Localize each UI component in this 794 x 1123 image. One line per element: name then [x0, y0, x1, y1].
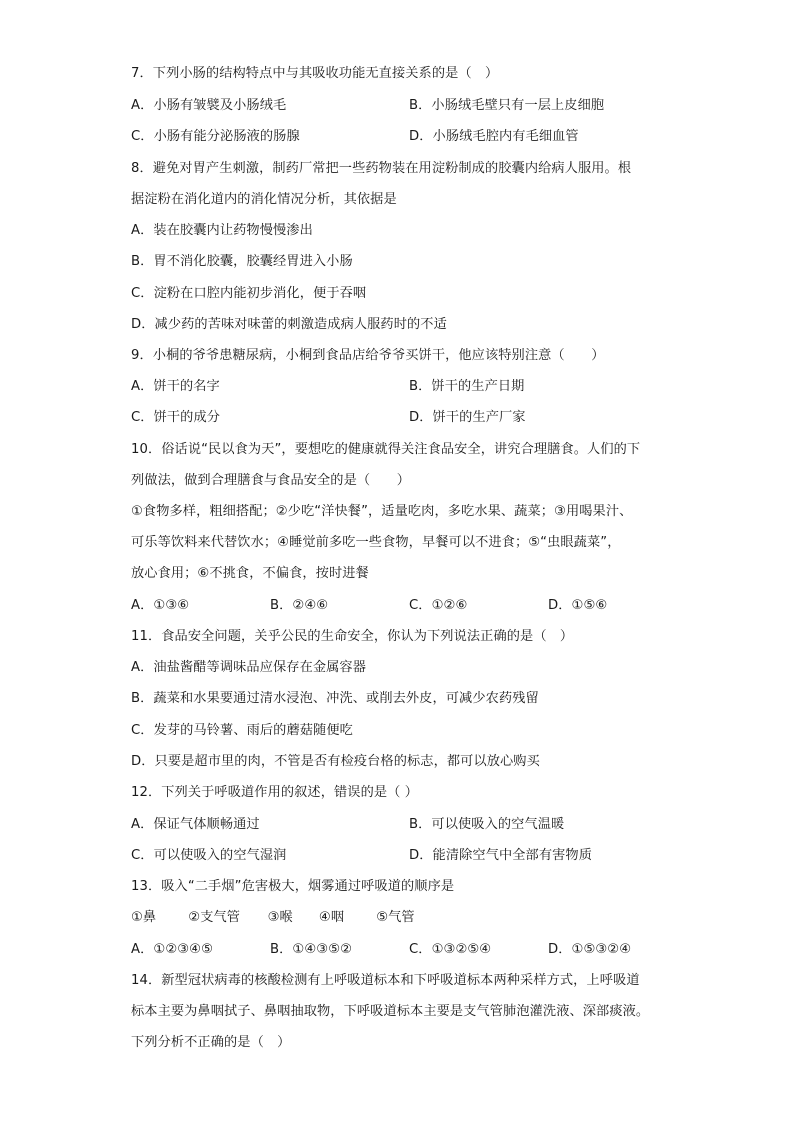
question-11-option-b: B．蔬菜和水果要通过清水浸泡、冲洗、或削去外皮，可减少农药残留: [131, 691, 539, 706]
question-9-stem: 9．小桐的爷爷患糖尿病，小桐到食品店给爷爷买饼干，他应该特别注意（ ）: [131, 348, 605, 363]
question-10-list-line-3: 放心食用；⑥不挑食，不偏食，按时进餐: [131, 566, 369, 581]
option-b: B．饼干的生产日期: [409, 379, 525, 394]
question-13-stem: 13．吸入“二手烟”危害极大，烟雾通过呼吸道的顺序是: [131, 879, 455, 894]
item-3: ③喉: [267, 910, 293, 925]
question-7-options-cd: [131, 127, 691, 147]
question-7-stem: 7．下列小肠的结构特点中与其吸收功能无直接关系的是（ ）: [131, 66, 499, 81]
option-c: C．①②⑥: [409, 598, 468, 613]
option-a: A．①③⑥: [131, 598, 190, 613]
question-12-stem: 12．下列关于呼吸道作用的叙述，错误的是（ ）: [131, 785, 419, 800]
question-9-options-cd: [131, 408, 691, 428]
question-12-options-cd: [131, 846, 691, 866]
question-8-option-c: C．淀粉在口腔内能初步消化，便于吞咽: [131, 286, 367, 301]
item-2: ②支气管: [188, 910, 241, 925]
question-11-option-a: A．油盐酱醋等调味品应保存在金属容器: [131, 660, 367, 675]
question-11-stem: 11．食品安全问题，关乎公民的生命安全，你认为下列说法正确的是（ ）: [131, 629, 574, 644]
option-c: C．饼干的成分: [131, 410, 221, 425]
question-13-items: [131, 908, 691, 928]
option-c: C．小肠有能分泌肠液的肠腺: [131, 129, 300, 144]
item-5: ⑤气管: [376, 910, 415, 925]
question-11-option-d: D．只要是超市里的肉，不管是否有检疫台格的标志，都可以放心购买: [131, 754, 540, 769]
question-7-options-ab: [131, 96, 691, 116]
question-10-list-line-2: 可乐等饮料来代替饮水；④睡觉前多吃一些食物，早餐可以不进食；⑤“虫眼蔬菜”，: [131, 535, 621, 550]
question-10-options: [131, 596, 691, 616]
question-10-stem-line-1: 10．俗话说“民以食为天”，要想吃的健康就得关注食品安全，讲究合理膳食。人们的下: [131, 442, 641, 457]
question-8-option-d: D．减少药的苦味对味蕾的刺激造成病人服药时的不适: [131, 317, 447, 332]
question-14-stem-line-1: 14．新型冠状病毒的核酸检测有上呼吸道标本和下呼吸道标本两种采样方式，上呼吸道: [131, 973, 640, 988]
option-b: B．①④③⑤②: [270, 942, 353, 957]
question-8-stem-line-1: 8．避免对胃产生刺激，制药厂常把一些药物装在用淀粉制成的胶囊内给病人服用。根: [131, 161, 632, 176]
option-c: C．可以使吸入的空气湿润: [131, 848, 287, 863]
question-10-list-line-1: ①食物多样，粗细搭配；②少吃“洋快餐”，适量吃肉，多吃水果、蔬菜；③用喝果汁、: [131, 504, 633, 519]
option-b: B．小肠绒毛壁只有一层上皮细胞: [409, 98, 605, 113]
question-13-options: [131, 940, 691, 960]
option-d: D．①⑤⑥: [548, 598, 608, 613]
option-b: B．②④⑥: [270, 598, 329, 613]
option-d: D．小肠绒毛腔内有毛细血管: [409, 129, 579, 144]
question-8-option-a: A．装在胶囊内让药物慢慢渗出: [131, 223, 313, 238]
option-a: A．小肠有皱襞及小肠绒毛: [131, 98, 287, 113]
question-8-option-b: B．胃不消化胶囊，胶囊经胃进入小肠: [131, 254, 353, 269]
option-c: C．①③②⑤④: [409, 942, 492, 957]
option-a: A．①②③④⑤: [131, 942, 214, 957]
question-14-stem-line-2: 标本主要为鼻咽拭子、鼻咽抽取物，下呼吸道标本主要是支气管肺泡灌洗液、深部痰液。: [131, 1004, 650, 1019]
question-10-stem-line-2: 列做法，做到合理膳食与食品安全的是（ ）: [131, 473, 411, 488]
question-11-option-c: C．发芽的马铃薯、雨后的蘑菇随便吃: [131, 723, 353, 738]
question-9-options-ab: [131, 377, 691, 397]
option-d: D．能清除空气中全部有害物质: [409, 848, 592, 863]
option-b: B．可以使吸入的空气温暖: [409, 817, 565, 832]
item-4: ④咽: [318, 910, 345, 925]
option-a: A．保证气体顺畅通过: [131, 817, 260, 832]
option-d: D．饼干的生产厂家: [409, 410, 526, 425]
question-14-stem-line-3: 下列分析不正确的是（ ）: [131, 1035, 291, 1050]
question-8-stem-line-2: 据淀粉在消化道内的消化情况分析，其依据是: [131, 192, 397, 207]
question-12-options-ab: [131, 815, 691, 835]
item-1: ①鼻: [131, 910, 157, 925]
option-d: D．①⑤③②④: [548, 942, 632, 957]
option-a: A．饼干的名字: [131, 379, 220, 394]
